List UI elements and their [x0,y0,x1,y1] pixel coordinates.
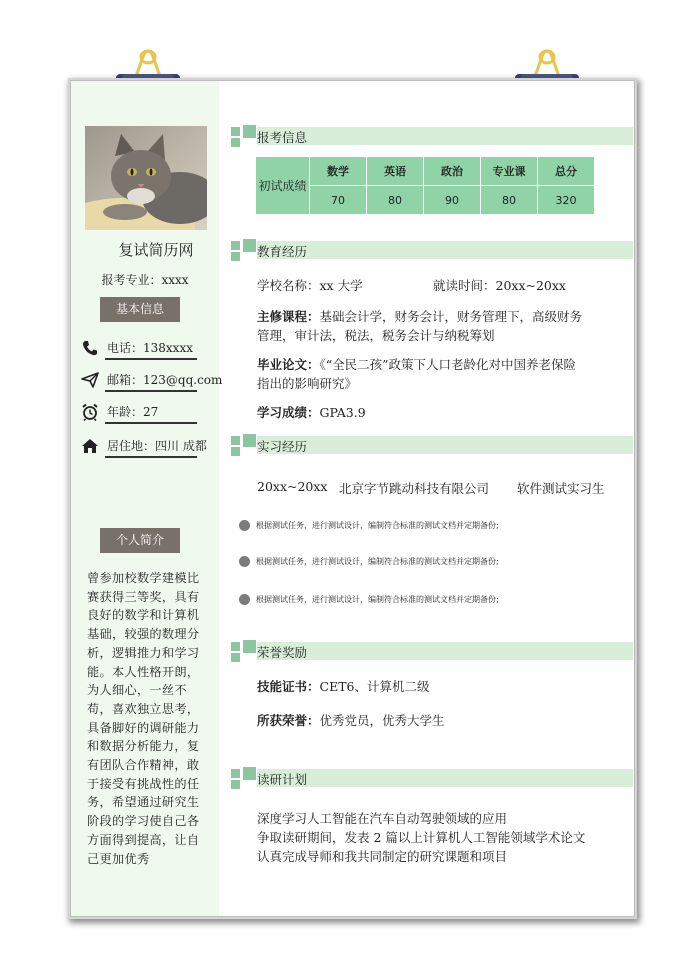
thesis-label: 毕业论文： [257,357,320,372]
courses-line1: 基础会计学，财务会计，财务管理下，高级财务 [319,309,583,324]
thesis-line1: 《“全民二孩”政策下人口老龄化对中国养老保险 [319,357,577,372]
bullet-dot-icon [239,594,250,605]
school-name: 学校名称：xx 大学 [257,278,363,293]
courses-label: 主修课程： [257,309,320,324]
score-value: 80 [481,186,538,215]
sidebar [71,81,223,916]
score-header: 政治 [424,157,481,186]
plan-line: 认真完成导师和我共同制定的研究课题和项目 [257,849,508,864]
internship-company: 北京字节跳动科技有限公司 [339,481,490,496]
basic-info-tag: 基本信息 [100,297,180,322]
bullet-dot-icon [239,556,250,567]
bio-text: 曾参加校数学建模比赛获得三等奖，具有良好的数学和计算机基础，较强的数理分析，逻辑推力和学习能。本人性格开朗，为人细心，一丝不苟，喜欢独立思考，具备脚好的调研能力和数据分析能力，复有团队合作精神，敢于接受有挑战性的任务，希望通过研究生阶段的学习使自己各方面得到提高，让自己更加优秀 [87,571,200,866]
internship-duty: 根据测试任务，进行测试设计，编制符合标准的测试文档并定期备份; [256,521,499,530]
profile-tag: 个人简介 [100,528,180,553]
target-major: 报考专业：xxxx [101,273,189,287]
score-row-label: 初试成绩 [256,157,310,215]
contact-age [81,401,221,425]
section-internship-header [231,434,633,456]
email-text: 邮箱：123@qq.com [107,373,223,387]
thesis [257,355,627,393]
residence-text: 居住地：四川 成都 [107,439,207,453]
cat-photo-icon [85,126,207,230]
send-icon [81,371,99,389]
section-title: 报考信息 [257,130,308,145]
internship-period: 20xx~20xx [257,479,328,494]
courses-line2: 管理，审计法，税法，税务会计与纳税筹划 [257,328,495,343]
thesis-line2: 指出的影响研究》 [257,376,358,391]
internship-duty: 根据测试任务，进行测试设计，编制符合标准的测试文档并定期备份; [256,557,499,566]
score-value: 70 [310,186,367,215]
plan-line: 深度学习人工智能在汽车自动驾驶领域的应用 [257,811,508,826]
home-icon [81,437,99,455]
section-awards-header [231,640,633,662]
internship-duty: 根据测试任务，进行测试设计，编制符合标准的测试文档并定期备份; [256,595,499,604]
score-value: 320 [538,186,595,215]
list-item [239,519,629,533]
grade-label: 学习成绩： [257,405,320,420]
contact-phone [81,337,221,361]
score-header: 总分 [538,157,595,186]
score-value: 80 [367,186,424,215]
alarm-clock-icon [81,403,99,421]
profile-photo [85,126,207,230]
section-plan-header [231,767,633,789]
score-header: 数学 [310,157,367,186]
section-title: 实习经历 [257,439,308,454]
bullet-dot-icon [239,520,250,531]
section-title: 荣誉奖励 [257,645,308,660]
score-value: 90 [424,186,481,215]
age-text: 年龄：27 [107,405,159,419]
study-plan [257,809,627,866]
study-period: 就读时间：20xx~20xx [433,278,566,293]
honor-value: 优秀党员，优秀大学生 [319,713,445,728]
list-item [239,593,629,607]
contact-email [81,369,221,393]
honors [257,711,445,729]
score-header: 英语 [367,157,424,186]
list-item [239,555,629,569]
grade-value: GPA3.9 [319,405,366,420]
cert-value: CET6、计算机二级 [319,679,430,694]
resume-paper [70,80,635,917]
honor-label: 所获荣誉： [257,713,320,728]
courses [257,307,627,345]
phone-icon [81,339,99,357]
certificates [257,677,430,695]
contact-residence [81,435,221,459]
plan-line: 争取读研期间，发表 2 篇以上计算机人工智能领域学术论文 [257,830,586,845]
section-exam-header [231,125,633,147]
section-title: 读研计划 [257,772,308,787]
gpa [257,403,366,421]
section-title: 教育经历 [257,244,308,259]
cert-label: 技能证书： [257,679,320,694]
phone-text: 电话：138xxxx [107,341,193,355]
section-education-header [231,239,633,261]
score-table [255,156,595,215]
site-name: 复试简历网 [118,241,194,259]
internship-role: 软件测试实习生 [517,481,605,496]
score-header: 专业课 [481,157,538,186]
